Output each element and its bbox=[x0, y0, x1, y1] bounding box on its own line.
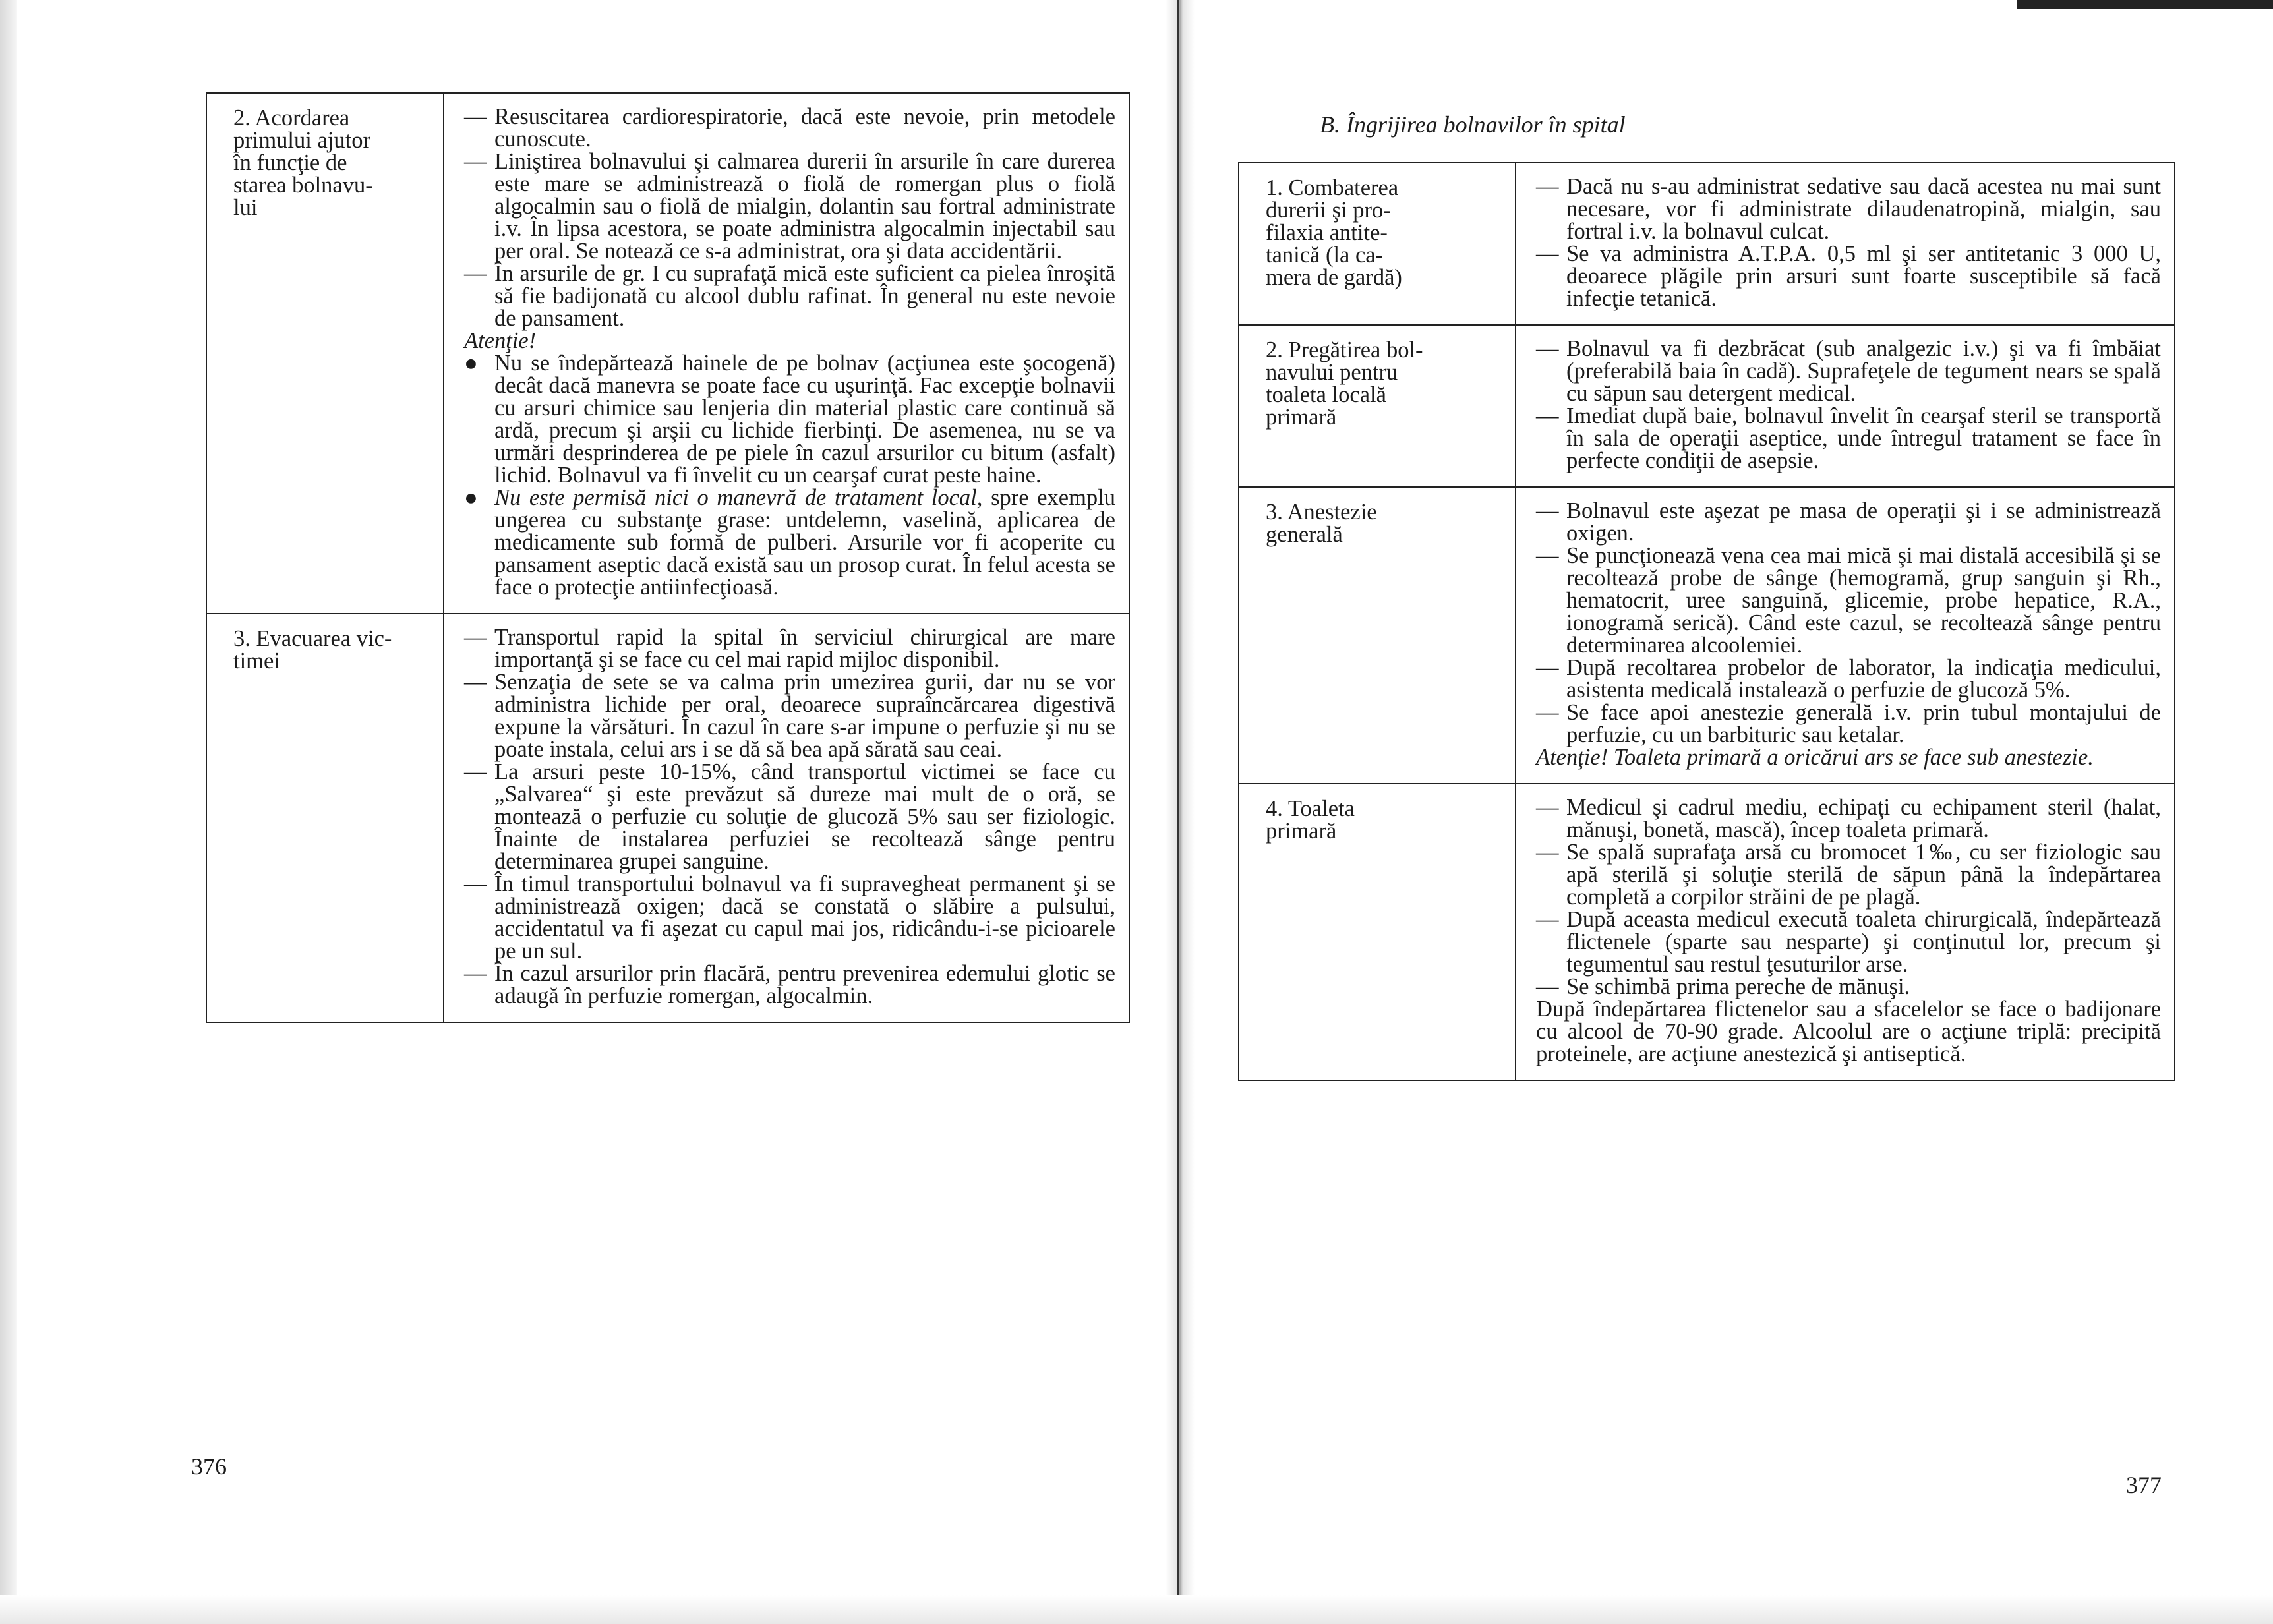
item-text: În arsurile de gr. I cu suprafaţă mică este suficient ca pielea înroşită să fie badijonată cu alcool dublu rafinat. În general nu este nevoie de pansament. bbox=[494, 261, 1115, 331]
em-dash-icon: — bbox=[1536, 174, 1559, 199]
em-dash-icon: — bbox=[464, 961, 487, 986]
item-text: Se face apoi anestezie generală i.v. prin tubul montajului de perfuzie, cu un barbituric sau ketalar. bbox=[1566, 700, 2161, 747]
item-text: Nu se îndepărtează hainele de pe bolnav (acţiunea este şocogenă) decât dacă manevra se poate face cu uşurinţă. Fac excepţie bolnavii cu arsuri chimice sau lenjeria din material plastic care continuă să ardă, precum şi arşii cu lichide fierbinţi. De asemenea, nu se va urmări desprinderea de pe piele în cazul arsurilor cu bitum (asfalt) lichid. Bolnavul va fi învelit cu un cearşaf curat peste haine. bbox=[494, 351, 1115, 488]
bullet-dot-icon: ● bbox=[464, 351, 478, 376]
gutter-fold-line bbox=[1177, 0, 1179, 1624]
right-page-table bbox=[1238, 162, 2175, 1081]
dash-item bbox=[1536, 701, 2161, 746]
em-dash-icon: — bbox=[1536, 498, 1559, 523]
em-dash-icon: — bbox=[1536, 241, 1559, 266]
dash-item bbox=[1536, 841, 2161, 908]
em-dash-icon: — bbox=[464, 104, 487, 129]
item-text: Bolnavul va fi dezbrăcat (sub analgezic i.v.) şi va fi îmbăiat (preferabilă baia în cadă). Suprafeţele de tegument nears se spală cu săpun sau detergent medical. bbox=[1566, 336, 2161, 406]
dash-item bbox=[464, 761, 1115, 873]
item-text: La arsuri peste 10-15%, când transportul victimei se face cu „Salvarea“ şi este prevăzut să dureze mai mult de o oră, se montează o perfuzie cu soluţie de glucoză 5% sau ser fiziologic. Înainte de instalarea perfuziei se recoltează sânge pentru determinarea grupei sanguine. bbox=[494, 759, 1115, 874]
dash-item bbox=[1536, 656, 2161, 701]
em-dash-icon: — bbox=[1536, 840, 1559, 865]
dash-item bbox=[1536, 243, 2161, 310]
dash-item bbox=[1536, 337, 2161, 405]
stage-label: 3. Anestezie generală bbox=[1266, 500, 1377, 547]
stage-label: 2. Acordarea primului ajutor în funcţie de starea bolnavu- lui bbox=[233, 105, 373, 220]
em-dash-icon: — bbox=[464, 625, 487, 650]
dash-item bbox=[464, 150, 1115, 262]
dash-item bbox=[1536, 796, 2161, 841]
bullet-dot-icon: ● bbox=[464, 485, 478, 510]
em-dash-icon: — bbox=[464, 871, 487, 896]
instructions-cell bbox=[1516, 487, 2175, 784]
stage-label: 1. Combaterea durerii şi pro- filaxia antite- tanică (la ca- mera de gardă) bbox=[1266, 175, 1402, 290]
item-text: Dacă nu s-au administrat sedative sau dacă acestea nu mai sunt necesare, vor fi administrate dilaudenatropină, mialgin, sau fortral i.v. la bolnavul culcat. bbox=[1566, 174, 2161, 244]
instructions-cell bbox=[444, 93, 1129, 614]
item-text: După recoltarea probelor de laborator, la indicaţia medicului, asistenta medicală instalează o perfuzie de glucoză 5%. bbox=[1566, 655, 2161, 703]
dash-item bbox=[1536, 405, 2161, 472]
stage-cell bbox=[1239, 163, 1516, 325]
dash-item bbox=[1536, 500, 2161, 544]
stage-label: 3. Evacuarea vic- timei bbox=[233, 626, 392, 674]
item-text: spre exemplu ungerea cu substanţe grase: untdelemn, vaselină, aplicarea de medicamente sub formă de pulberi. Arsurile vor fi acoperite cu pansament aseptic dacă există sau un prosop curat. În felul acesta se face o protecţie antiinfecţioasă. bbox=[494, 485, 1116, 600]
bullet-item bbox=[464, 486, 1115, 598]
table-row bbox=[1239, 325, 2175, 487]
running-head: B. Îngrijirea bolnavilor în spital bbox=[1320, 111, 1626, 138]
dash-item bbox=[464, 962, 1115, 1007]
item-text: Medicul şi cadrul mediu, echipaţi cu echipament steril (halat, mănuşi, bonetă, mască), încep toaleta primară. bbox=[1566, 795, 2161, 842]
stage-cell bbox=[1239, 784, 1516, 1080]
em-dash-icon: — bbox=[1536, 907, 1559, 932]
scan-shadow-bottom bbox=[0, 1595, 2273, 1624]
instructions-cell bbox=[444, 614, 1129, 1022]
dash-item bbox=[464, 873, 1115, 962]
em-dash-icon: — bbox=[464, 261, 487, 286]
item-text: Transportul rapid la spital în serviciul chirurgical are mare importanţă şi se face cu cel mai rapid mijloc disponibil. bbox=[494, 625, 1115, 672]
note-paragraph: Atenţie! Toaleta primară a oricărui ars se face sub anestezie. bbox=[1536, 745, 2094, 770]
instructions-cell bbox=[1516, 325, 2175, 487]
scan-artifact-top bbox=[2017, 0, 2273, 9]
instructions-cell bbox=[1516, 784, 2175, 1080]
dash-item bbox=[464, 671, 1115, 761]
bullet-item bbox=[464, 352, 1115, 486]
dash-item bbox=[1536, 175, 2161, 243]
table-row bbox=[1239, 784, 2175, 1080]
scan-shadow-left bbox=[0, 0, 17, 1624]
left-page-table bbox=[206, 92, 1130, 1023]
paragraph: După îndepărtarea flictenelor sau a sfacelelor se face o badijonare cu alcool de 70-90 grade. Alcoolul are o acţiune triplă: precipită proteinele, are acţiune anestezică şi antiseptică. bbox=[1536, 997, 2161, 1066]
item-text: Bolnavul este aşezat pe masa de operaţii şi i se administrează oxigen. bbox=[1566, 498, 2161, 546]
item-text: În timul transportului bolnavul va fi supravegheat permanent şi se administrează oxigen; dacă se constată o slăbire a pulsului, accidentatul va fi aşezat cu capul mai jos, ridicându-i-se picioarele pe un sul. bbox=[494, 871, 1115, 964]
item-text: Se spală suprafaţa arsă cu bromocet 1‰, cu ser fiziologic sau apă sterilă şi soluţie sterilă de săpun până la îndepărtarea completă a corpilor străini de pe plagă. bbox=[1566, 840, 2161, 910]
dash-item bbox=[464, 626, 1115, 671]
italic-lead-text: Nu este permisă nici o manevră de tratament local, bbox=[494, 485, 983, 510]
table-row bbox=[206, 93, 1129, 614]
table-row bbox=[1239, 487, 2175, 784]
note-heading: Atenţie! bbox=[464, 328, 537, 353]
item-text: După aceasta medicul execută toaleta chirurgicală, îndepărtează flictenele (sparte sau nesparte) şi conţinutul lor, precum şi tegumentul sau restul ţesuturilor arse. bbox=[1566, 907, 2161, 977]
item-text: Resuscitarea cardiorespiratorie, dacă este nevoie, prin metodele cunoscute. bbox=[494, 104, 1115, 152]
em-dash-icon: — bbox=[1536, 795, 1559, 820]
dash-item bbox=[464, 262, 1115, 330]
page-number-right: 377 bbox=[2126, 1472, 2162, 1498]
stage-label: 2. Pregătirea bol- navului pentru toaleta locală primară bbox=[1266, 337, 1423, 430]
dash-item bbox=[1536, 908, 2161, 975]
book-gutter bbox=[1166, 0, 1195, 1624]
table-row bbox=[206, 614, 1129, 1022]
dash-item bbox=[1536, 544, 2161, 656]
item-text: Liniştirea bolnavului şi calmarea durerii în arsurile în care durerea este mare se administrează o fiolă de romergan plus o fiolă algocalmin sau o fiolă de mialgin, dolantin sau fortral administrate i.v. În lipsa acestora, se poate administra algocalmin injectabil sau per oral. Se notează ce s-a administrat, ora şi data accidentării. bbox=[494, 149, 1115, 264]
stage-cell bbox=[206, 93, 444, 614]
em-dash-icon: — bbox=[1536, 974, 1559, 999]
em-dash-icon: — bbox=[1536, 655, 1559, 680]
em-dash-icon: — bbox=[1536, 700, 1559, 725]
em-dash-icon: — bbox=[1536, 336, 1559, 361]
stage-cell bbox=[1239, 487, 1516, 784]
stage-label: 4. Toaleta primară bbox=[1266, 796, 1355, 844]
stage-cell bbox=[206, 614, 444, 1022]
page-number-left: 376 bbox=[191, 1453, 227, 1480]
item-text: Se schimbă prima pereche de mănuşi. bbox=[1566, 974, 1910, 999]
table-row bbox=[1239, 163, 2175, 325]
em-dash-icon: — bbox=[1536, 403, 1559, 428]
item-text: Se puncţionează vena cea mai mică şi mai distală accesibilă şi se recoltează probe de sânge (hemogramă, grup sanguin şi Rh., hematocrit, uree sanguină, glicemie, probe hepatice, R.A., ionogramă serică). Când este cazul, se recoltează sânge pentru determinarea alcoolemiei. bbox=[1566, 543, 2161, 658]
item-text: În cazul arsurilor prin flacără, pentru prevenirea edemului glotic se adaugă în perfuzie romergan, algocalmin. bbox=[494, 961, 1115, 1008]
instructions-cell bbox=[1516, 163, 2175, 325]
dash-item bbox=[464, 105, 1115, 150]
item-text: Senzaţia de sete se va calma prin umezirea gurii, dar nu se vor administra lichide per oral, deoarece supraîncărcarea digestivă expune la vărsături. În cazul în care s-ar impune o perfuzie şi nu se poate instala, celui ars i se dă să bea apă sărată sau ceai. bbox=[494, 670, 1115, 762]
em-dash-icon: — bbox=[464, 670, 487, 695]
item-text: Se va administra A.T.P.A. 0,5 ml şi ser antitetanic 3 000 U, deoarece plăgile prin arsuri sunt foarte susceptibile să facă infecţie tetanică. bbox=[1566, 241, 2161, 311]
dash-item bbox=[1536, 975, 2161, 998]
stage-cell bbox=[1239, 325, 1516, 487]
em-dash-icon: — bbox=[464, 149, 487, 174]
item-text: Imediat după baie, bolnavul învelit în cearşaf steril se transportă în sala de operaţii aseptice, unde întregul tratament se face în perfecte condiţii de asepsie. bbox=[1566, 403, 2161, 473]
em-dash-icon: — bbox=[1536, 543, 1559, 568]
em-dash-icon: — bbox=[464, 759, 487, 784]
